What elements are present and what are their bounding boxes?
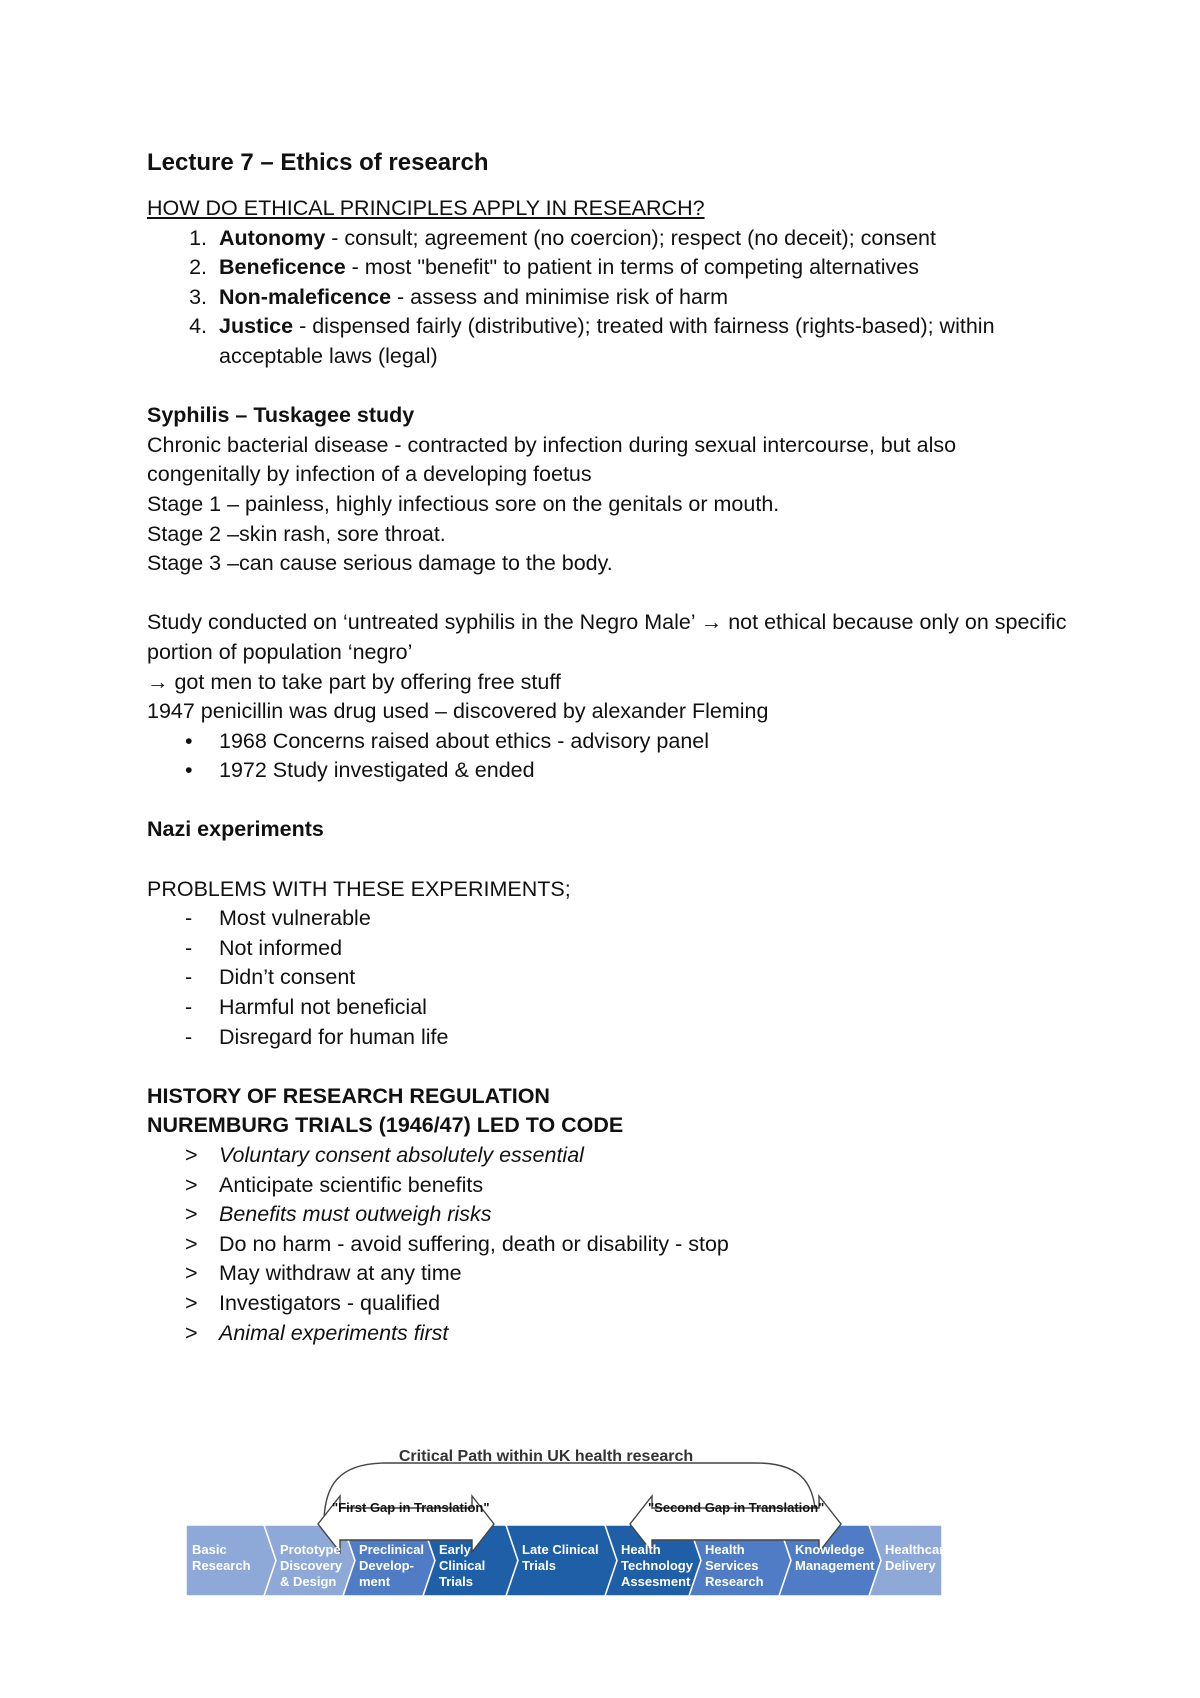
stage-label-line: Health bbox=[621, 1542, 661, 1557]
code-principle-text: May withdraw at any time bbox=[219, 1261, 462, 1286]
stage-label-line: ment bbox=[359, 1574, 391, 1589]
list-item bbox=[147, 1141, 1067, 1171]
list-item bbox=[147, 934, 1067, 964]
bullet-text: 1968 Concerns raised about ethics - advisory panel bbox=[219, 728, 710, 753]
principle-description: - most "benefit" to patient in terms of competing alternatives bbox=[345, 255, 920, 280]
chevron-right-icon: > bbox=[185, 1202, 198, 1227]
stage-label bbox=[192, 1542, 251, 1574]
principle-description: - consult; agreement (no coercion); respect (no deceit); consent bbox=[325, 225, 936, 250]
chevron-right-icon: > bbox=[185, 1231, 198, 1256]
stage-label-line: Research bbox=[192, 1558, 251, 1573]
stage-label-line: Preclinical bbox=[359, 1542, 425, 1557]
stage-label-line: Delivery bbox=[885, 1558, 936, 1573]
stage-label-line: Develop- bbox=[359, 1558, 414, 1573]
stage-label bbox=[885, 1542, 951, 1574]
chevron-right-icon: > bbox=[185, 1172, 198, 1197]
document-body bbox=[147, 146, 1067, 1348]
critical-path-diagram bbox=[186, 1428, 952, 1598]
second-gap-label: "Second Gap in Translation" bbox=[648, 1500, 825, 1515]
stage-label bbox=[705, 1542, 764, 1590]
section-heading-history: HISTORY OF RESEARCH REGULATION bbox=[147, 1083, 550, 1108]
problem-text: Not informed bbox=[219, 935, 343, 960]
study-line: Study conducted on ‘untreated syphilis in the Negro Male’ → not ethical because only on specific portion of population ‘negro’ bbox=[147, 610, 1067, 664]
syphilis-line: Stage 1 – painless, highly infectious sore on the genitals or mouth. bbox=[147, 491, 780, 516]
list-item bbox=[147, 727, 1067, 757]
list-item bbox=[147, 1259, 1067, 1289]
stage-label-line: Discovery bbox=[280, 1558, 343, 1573]
stage-label-line: Knowledge bbox=[795, 1542, 865, 1557]
problem-text: Harmful not beneficial bbox=[219, 995, 427, 1020]
stage-label-line: Healthcare bbox=[885, 1542, 952, 1557]
list-number: 1. bbox=[189, 225, 207, 250]
chevron-right-icon: > bbox=[185, 1290, 198, 1315]
list-item bbox=[147, 993, 1067, 1023]
stage-label-line: Basic bbox=[192, 1542, 227, 1557]
principle-item bbox=[147, 283, 1067, 313]
stage-label bbox=[522, 1542, 599, 1574]
stage-label-line: Trials bbox=[522, 1558, 556, 1573]
principle-text bbox=[219, 253, 1067, 283]
penicillin-line: 1947 penicillin was drug used – discovered by alexander Fleming bbox=[147, 699, 769, 724]
list-item bbox=[147, 1289, 1067, 1319]
stage-label bbox=[795, 1542, 874, 1574]
list-item bbox=[147, 904, 1067, 934]
list-item bbox=[147, 963, 1067, 993]
code-principle-text: Voluntary consent absolutely essential bbox=[219, 1143, 584, 1167]
stage-label-line: Services bbox=[705, 1558, 759, 1573]
section-heading-ethical-principles: HOW DO ETHICAL PRINCIPLES APPLY IN RESEARCH? bbox=[147, 196, 705, 220]
dash-icon: - bbox=[185, 906, 193, 931]
list-number: 2. bbox=[189, 255, 207, 280]
stage-label bbox=[439, 1542, 485, 1590]
dash-icon: - bbox=[185, 1024, 193, 1049]
list-number: 4. bbox=[189, 314, 207, 339]
bullet-text: 1972 Study investigated & ended bbox=[219, 758, 535, 783]
principle-description: - assess and minimise risk of harm bbox=[391, 284, 728, 309]
dash-icon: - bbox=[185, 935, 193, 960]
section-heading-nuremburg: NUREMBURG TRIALS (1946/47) LED TO CODE bbox=[147, 1113, 624, 1138]
stage-label bbox=[621, 1542, 693, 1590]
list-item bbox=[147, 1023, 1067, 1053]
principle-term: Non-maleficence bbox=[219, 284, 392, 309]
principle-text bbox=[219, 224, 1067, 254]
bullet-icon: • bbox=[185, 728, 193, 753]
principle-term: Justice bbox=[219, 314, 294, 339]
problems-list bbox=[147, 904, 1067, 1052]
principle-item bbox=[147, 312, 1067, 371]
code-principle-text: Do no harm - avoid suffering, death or disability - stop bbox=[219, 1231, 729, 1256]
page-title: Lecture 7 – Ethics of research bbox=[147, 149, 489, 176]
problem-text: Most vulnerable bbox=[219, 906, 371, 931]
syphilis-line: Chronic bacterial disease - contracted by infection during sexual intercourse, but also congenitally by infection of a developing foetus bbox=[147, 432, 957, 487]
list-item bbox=[147, 1200, 1067, 1230]
stage-label-line: Early bbox=[439, 1542, 471, 1557]
stage-label-line: Research bbox=[705, 1574, 764, 1589]
nuremburg-code-list bbox=[147, 1141, 1067, 1348]
stage-label-line: Prototype bbox=[280, 1542, 341, 1557]
first-gap-label: "First Gap in Translation" bbox=[332, 1500, 490, 1515]
list-item bbox=[147, 1230, 1067, 1260]
stage-label-line: Technology bbox=[621, 1558, 693, 1573]
principle-term: Beneficence bbox=[219, 255, 346, 280]
list-item bbox=[147, 1171, 1067, 1201]
bullet-icon: • bbox=[185, 758, 193, 783]
principle-item bbox=[147, 253, 1067, 283]
code-principle-text: Benefits must outweigh risks bbox=[219, 1202, 492, 1227]
dash-icon: - bbox=[185, 965, 193, 990]
chevron-right-icon: > bbox=[185, 1143, 198, 1167]
principle-text bbox=[219, 283, 1067, 313]
list-item bbox=[147, 756, 1067, 786]
problem-text: Didn’t consent bbox=[219, 965, 356, 990]
dash-icon: - bbox=[185, 995, 193, 1020]
stage-label-line: & Design bbox=[280, 1574, 337, 1589]
stage-label-line: Assesment bbox=[621, 1574, 691, 1589]
stage-label-line: Trials bbox=[439, 1574, 473, 1589]
principle-item bbox=[147, 224, 1067, 254]
principle-term: Autonomy bbox=[219, 225, 326, 250]
stage-label-line: Management bbox=[795, 1558, 875, 1573]
code-principle-text: Animal experiments first bbox=[219, 1320, 449, 1345]
list-number: 3. bbox=[189, 284, 207, 309]
chevron-right-icon: > bbox=[185, 1261, 198, 1286]
diagram-title: Critical Path within UK health research bbox=[398, 1448, 694, 1465]
syphilis-line: Stage 3 –can cause serious damage to the body. bbox=[147, 551, 613, 576]
code-principle-text: Anticipate scientific benefits bbox=[219, 1172, 484, 1197]
section-heading-syphilis: Syphilis – Tuskagee study bbox=[147, 403, 415, 428]
section-heading-problems: PROBLEMS WITH THESE EXPERIMENTS; bbox=[147, 876, 571, 901]
stage-label bbox=[359, 1542, 424, 1590]
principles-list bbox=[147, 224, 1067, 372]
section-heading-nazi: Nazi experiments bbox=[147, 817, 324, 842]
stage-label-line: Clinical bbox=[439, 1558, 486, 1573]
arrow-line: → got men to take part by offering free stuff bbox=[147, 669, 561, 694]
principle-description: - dispensed fairly (distributive); treated with fairness (rights-based); within acceptable laws (legal) bbox=[219, 314, 995, 368]
stage-label bbox=[280, 1542, 342, 1590]
principle-text bbox=[219, 312, 1067, 371]
problem-text: Disregard for human life bbox=[219, 1024, 449, 1049]
syphilis-line: Stage 2 –skin rash, sore throat. bbox=[147, 521, 446, 546]
list-item bbox=[147, 1319, 1067, 1349]
code-principle-text: Investigators - qualified bbox=[219, 1290, 441, 1315]
chevron-right-icon: > bbox=[185, 1320, 198, 1345]
stage-label-line: Health bbox=[705, 1542, 745, 1557]
stage-label-line: Late Clinical bbox=[522, 1542, 599, 1557]
